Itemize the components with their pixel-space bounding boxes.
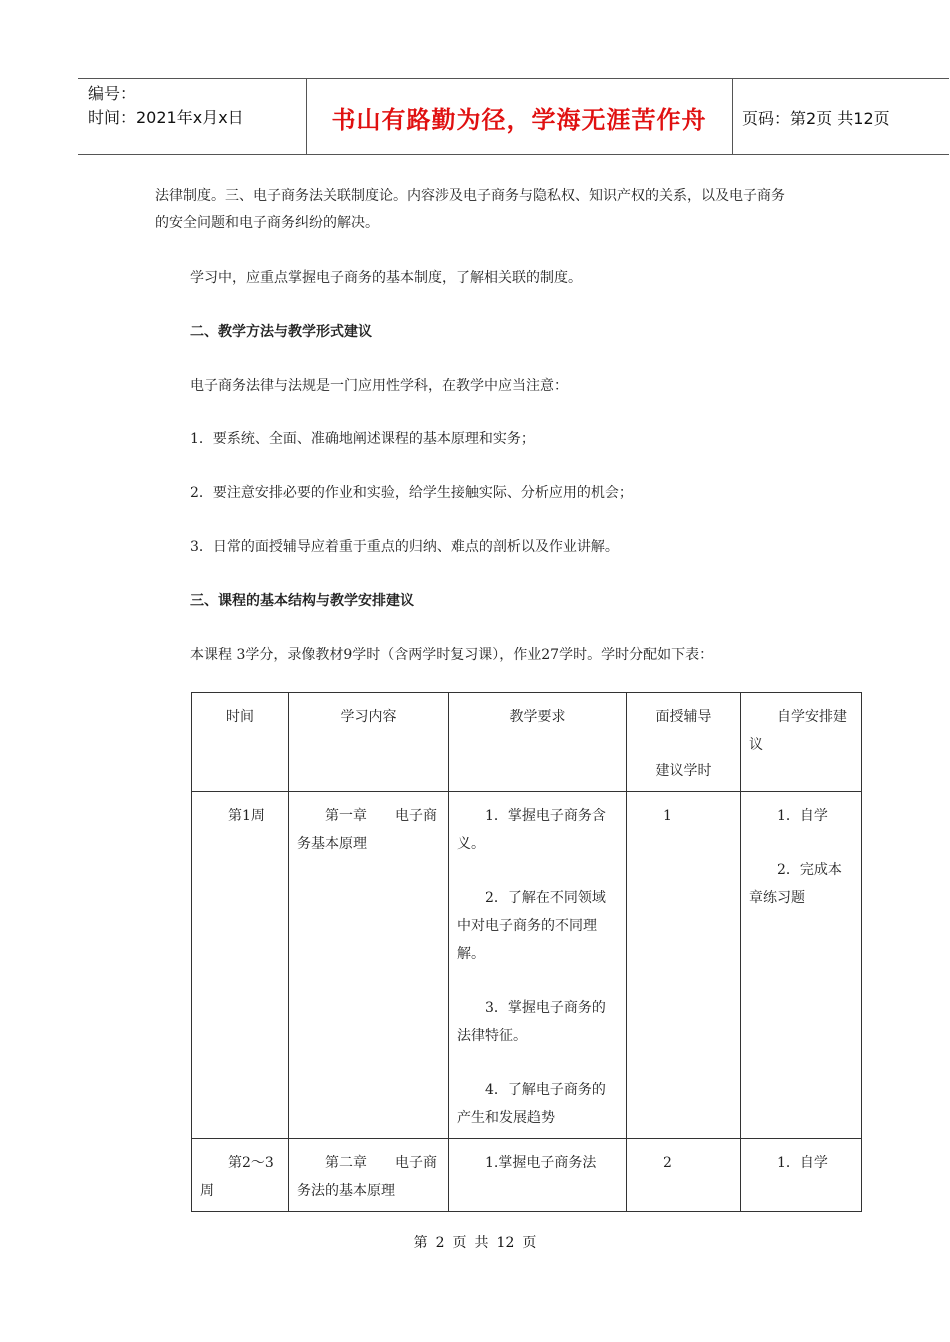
footer-total-pages: 12 [496,1235,515,1251]
header-bottom-rule [78,154,949,155]
header-self-study: 自学安排建议 [741,693,862,792]
row1-req-3: 3．掌握电子商务的法律特征。 [457,1000,606,1044]
table-header-row [192,693,862,792]
time-label: 时间：2021年x月x日 [88,108,244,127]
header-content: 学习内容 [289,693,449,792]
header-page-info: 页码：第2页 共12页 [742,109,890,128]
header-hours [627,693,741,792]
row1-self-study [741,792,862,1139]
header-meta [88,82,244,130]
header-divider-right [732,78,733,154]
body-line-2: 的安全问题和电子商务纠纷的解决。 [155,215,379,231]
header-top-rule [78,78,949,79]
footer-ye: 页 [452,1235,467,1251]
row1-self-2: 2．完成本章练习题 [749,862,842,906]
method-paragraph: 电子商务法律与法规是一门应用性学科，在教学中应当注意： [190,378,568,394]
header-hours-line1: 面授辅导 [655,709,712,725]
row1-time: 第1周 [192,792,289,1139]
row1-self-1: 1．自学 [777,808,828,824]
row2-hours: 2 [627,1139,741,1212]
row1-requirements [449,792,627,1139]
row1-req-2: 2．了解在不同领域中对电子商务的不同理解。 [457,890,606,962]
row1-req-4: 4．了解电子商务的产生和发展趋势 [457,1082,606,1126]
serial-label: 编号： [88,84,137,103]
study-paragraph: 学习中，应重点掌握电子商务的基本制度，了解相关联的制度。 [190,270,582,286]
body-line-1: 法律制度。三、电子商务法关联制度论。内容涉及电子商务与隐私权、知识产权的关系，以及电子商务 [155,188,785,204]
row1-req-1: 1．掌握电子商务含义。 [457,808,606,852]
row1-content: 第一章 电子商务基本原理 [289,792,449,1139]
footer-page-number: 2 [435,1235,445,1251]
schedule-table [191,692,862,1212]
course-paragraph: 本课程 3学分，录像教材9学时（含两学时复习课），作业27学时。学时分配如下表： [190,647,714,663]
footer-ye2: 页 [522,1235,537,1251]
header-motto: 书山有路勤为径，学海无涯苦作舟 [331,106,707,134]
header-requirements: 教学要求 [449,693,627,792]
row2-content: 第二章 电子商务法的基本原理 [289,1139,449,1212]
footer-gong: 共 [474,1235,489,1251]
footer-di: 第 [413,1235,428,1251]
section-heading-3: 三、课程的基本结构与教学安排建议 [190,593,414,609]
row2-self-study: 1．自学 [741,1139,862,1212]
list-item-1: 1．要系统、全面、准确地阐述课程的基本原理和实务； [190,431,535,447]
row2-time: 第2～3周 [192,1139,289,1212]
section-heading-2: 二、教学方法与教学形式建议 [190,324,372,340]
header-hours-line2: 建议学时 [655,763,712,779]
list-item-2: 2．要注意安排必要的作业和实验，给学生接触实际、分析应用的机会； [190,485,633,501]
page-footer [0,1232,950,1252]
row2-requirements: 1.掌握电子商务法 [449,1139,627,1212]
header-time: 时间 [192,693,289,792]
list-item-3: 3．日常的面授辅导应着重于重点的归纳、难点的剖析以及作业讲解。 [190,539,619,555]
row1-hours: 1 [627,792,741,1139]
table-row [192,792,862,1139]
table-row [192,1139,862,1212]
